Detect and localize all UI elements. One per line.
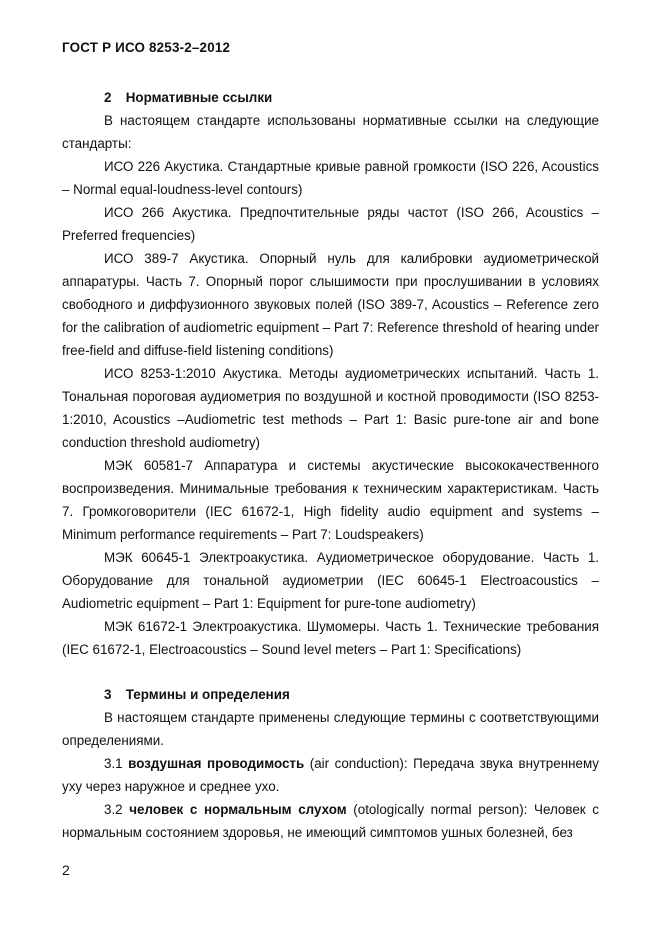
reference-item: МЭК 60645-1 Электроакустика. Аудиометрическое оборудование. Часть 1. Оборудование для тональной аудиометрии (IEC 60645-1 Electroacoustics – Audiometric equipment – Part 1: Equipment for pure-tone audiometry) bbox=[62, 550, 599, 611]
section-number: 3 bbox=[104, 687, 112, 702]
section-3-heading bbox=[62, 683, 599, 706]
section-3-intro: В настоящем стандарте применены следующие термины с соответствующими определениями. bbox=[62, 710, 599, 748]
document-body bbox=[62, 86, 599, 844]
section-2-intro: В настоящем стандарте использованы нормативные ссылки на следующие стандарты: bbox=[62, 113, 599, 151]
term-definition bbox=[62, 798, 599, 844]
document-header: ГОСТ Р ИСО 8253-2–2012 bbox=[62, 40, 231, 55]
section-title: Нормативные ссылки bbox=[125, 90, 273, 105]
term-name: воздушная проводимость bbox=[128, 756, 305, 771]
term-definition bbox=[62, 752, 599, 798]
term-number: 3.1 bbox=[104, 756, 123, 771]
reference-item: ИСО 266 Акустика. Предпочтительные ряды частот (ISO 266, Acoustics – Preferred frequencies) bbox=[62, 205, 599, 243]
term-text: (air conduction): Передача звука внутреннему уху через наружное и среднее ухо. bbox=[62, 756, 599, 794]
page-number: 2 bbox=[62, 862, 70, 878]
reference-item: МЭК 60581-7 Аппаратура и системы акустические высококачественного воспроизведения. Минимальные требования к техническим характеристикам. Часть 7. Громкоговорители (IEC 61672-1, High fidelity audio equipment and systems – Minimum performance requirements – Part 7: Loudspeakers) bbox=[62, 458, 599, 542]
section-number: 2 bbox=[104, 90, 112, 105]
section-title: Термины и определения bbox=[125, 687, 290, 702]
term-name: человек с нормальным слухом bbox=[129, 802, 347, 817]
reference-item: МЭК 61672-1 Электроакустика. Шумомеры. Часть 1. Технические требования (IEC 61672-1, Electroacoustics – Sound level meters – Part 1: Specifications) bbox=[62, 619, 599, 657]
section-spacer bbox=[62, 661, 599, 683]
reference-item: ИСО 389-7 Акустика. Опорный нуль для калибровки аудиометрической аппаратуры. Часть 7. Опорный порог слышимости при прослушивании в условиях свободного и диффузионного звуковых полей (ISO 389-7, Acoustics – Reference zero for the calibration of audiometric equipment – Part 7: Reference threshold of hearing under free-field and diffuse-field listening conditions) bbox=[62, 251, 599, 358]
reference-item: ИСО 8253-1:2010 Акустика. Методы аудиометрических испытаний. Часть 1. Тональная пороговая аудиометрия по воздушной и костной проводимости (ISO 8253-1:2010, Acoustics –Audiometric test methods – Part 1: Basic pure-tone air and bone conduction threshold audiometry) bbox=[62, 366, 599, 450]
reference-item: ИСО 226 Акустика. Стандартные кривые равной громкости (ISO 226, Acoustics – Normal equal-loudness-level contours) bbox=[62, 159, 599, 197]
term-number: 3.2 bbox=[104, 802, 123, 817]
section-2-heading bbox=[62, 86, 599, 109]
term-text: (otologically normal person): Человек с нормальным состоянием здоровья, не имеющий симптомов ушных болезней, без bbox=[62, 802, 599, 840]
